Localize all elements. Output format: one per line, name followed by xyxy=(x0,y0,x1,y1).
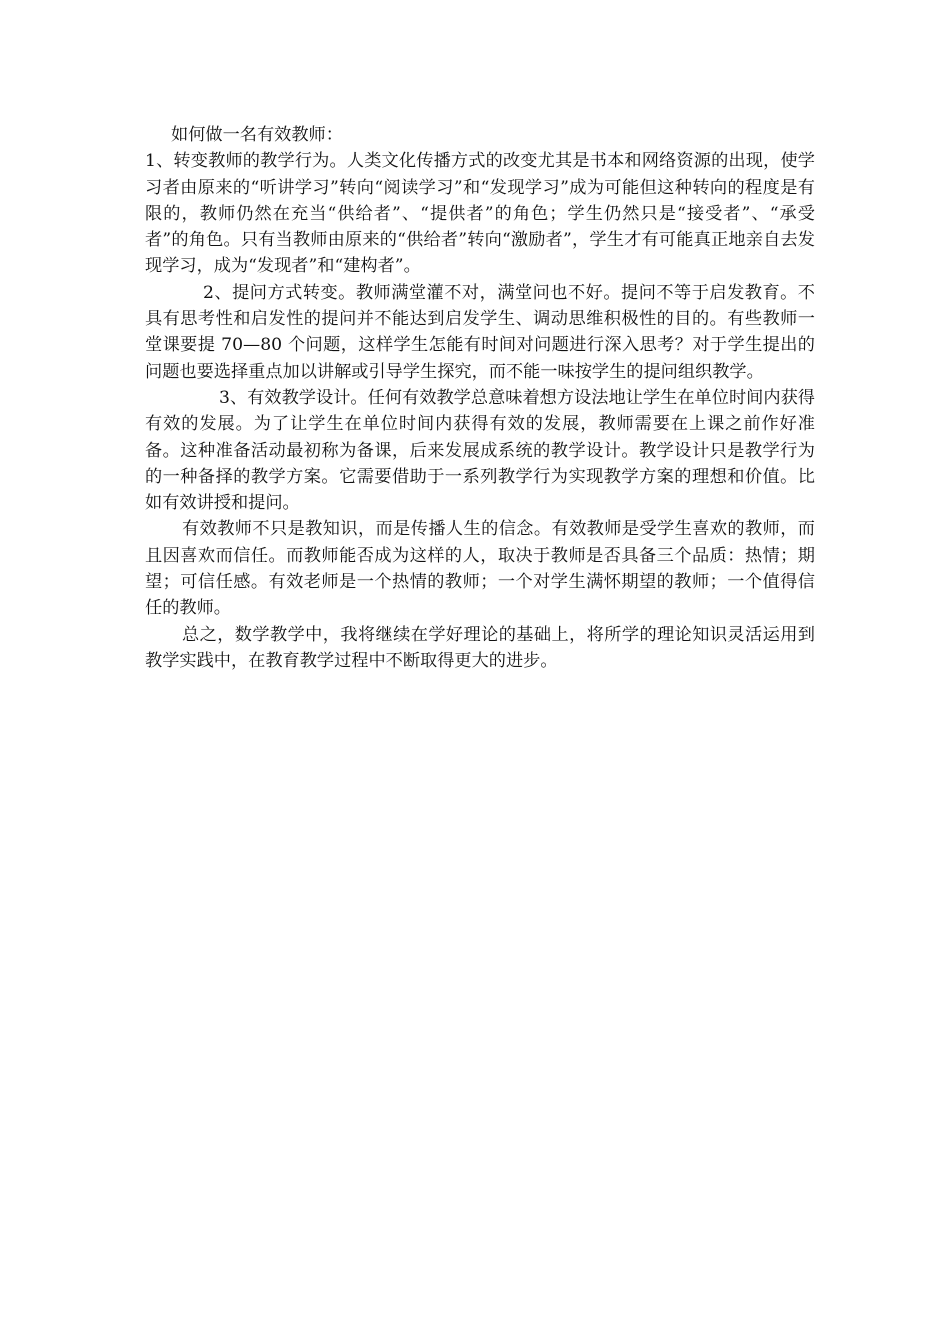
paragraph-2-questioning: 2、提问方式转变。教师满堂灌不对，满堂问也不好。提问不等于启发教育。不具有思考性和启发性的提问并不能达到启发学生、调动思维积极性的目的。有些教师一堂课要提 70—80 个问题，这样学生怎能有时间对问题进行深入思考？对于学生提出的问题也要选择重点加以讲解或引导学生探究，而不能一味按学生的提问组织教学。 xyxy=(145,282,815,382)
paragraph-1-teaching-behavior: 1、转变教师的教学行为。人类文化传播方式的改变尤其是书本和网络资源的出现，使学习者由原来的“听讲学习”转向“阅读学习”和“发现学习”成为可能但这种转向的程度是有限的，教师仍然在充当“供给者”、“提供者”的角色；学生仍然只是“接受者”、“承受者”的角色。只有当教师由原来的“供给者”转向“激励者”，学生才有可能真正地亲自去发现学习，成为“发现者”和“建构者”。 xyxy=(145,151,815,277)
paragraph-4-effective-teacher: 有效教师不只是教知识，而是传播人生的信念。有效教师是受学生喜欢的教师，而且因喜欢而信任。而教师能否成为这样的人，取决于教师是否具备三个品质：热情；期望；可信任感。有效老师是一个热情的教师；一个对学生满怀期望的教师；一个值得信任的教师。 xyxy=(145,519,815,619)
paragraph-5-conclusion: 总之，数学教学中，我将继续在学好理论的基础上，将所学的理论知识灵活运用到教学实践中，在教育教学过程中不断取得更大的进步。 xyxy=(145,624,815,671)
paragraph-3-teaching-design: 3、有效教学设计。任何有效教学总意味着想方设法地让学生在单位时间内获得有效的发展。为了让学生在单位时间内获得有效的发展，教师需要在上课之前作好准备。这种准备活动最初称为备课，后来发展成系统的教学设计。教学设计只是教学行为的一种备择的教学方案。它需要借助于一系列教学行为实现教学方案的理想和价值。比如有效讲授和提问。 xyxy=(145,387,815,514)
document-body xyxy=(145,122,815,674)
document-title: 如何做一名有效教师： xyxy=(171,125,343,145)
